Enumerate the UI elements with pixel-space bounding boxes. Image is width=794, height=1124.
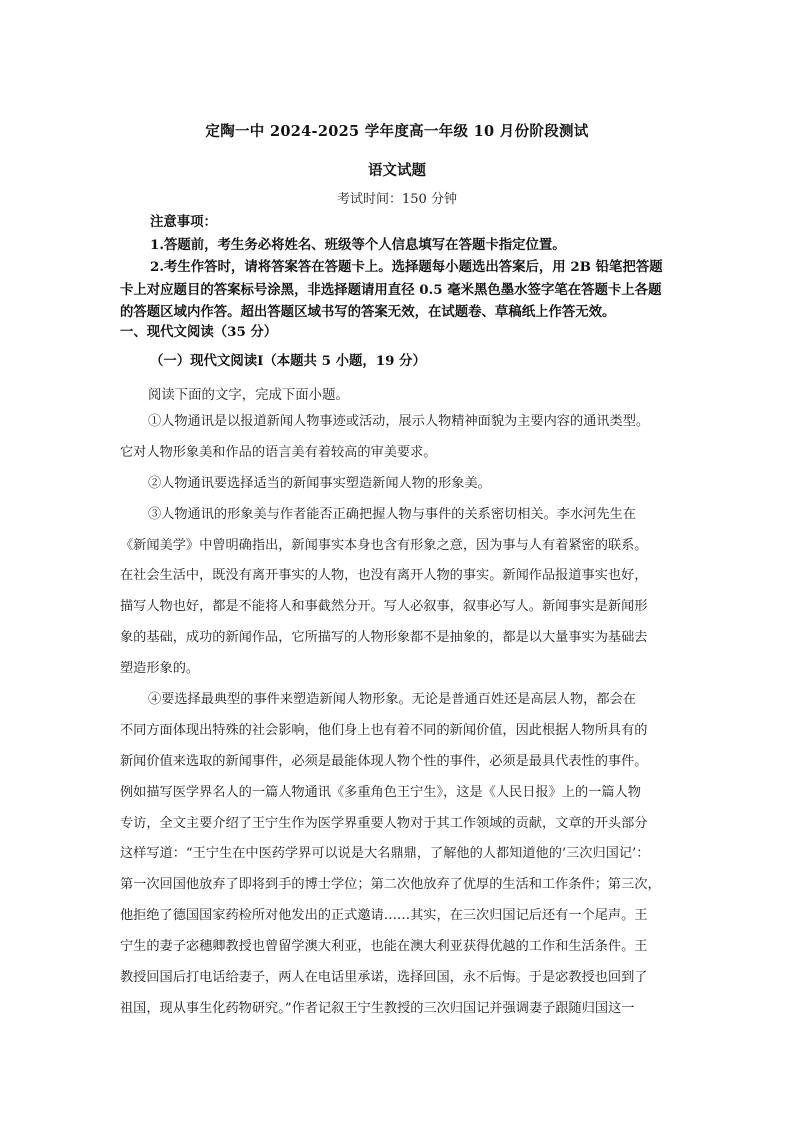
passage-line: 《新闻美学》中曾明确指出，新闻事实本身也含有形象之意，因为事与人有着紧密的联系。 [120,537,648,553]
passage-line: ④要选择最典型的事件来塑造新闻人物形象。无论是普通百姓还是高层人物，都会在 [148,692,636,708]
notice-line: 2.考生作答时，请将答案答在答题卡上。选择题每小题选出答案后，用 2B 铅笔把答题 [150,259,663,275]
notice-block [120,211,670,324]
passage-line: 这样写道：“王宁生在中医药学界可以说是大名鼎鼎，了解他的人都知道他的‘三次归国记’： [120,846,650,862]
notice-line: 1.答题前，考生务必将姓名、班级等个人信息填写在答题卡指定位置。 [150,236,566,253]
exam-title: 定陶一中 2024-2025 学年度高一年级 10 月份阶段测试 [205,123,589,140]
passage-line: 塑造形象的。 [120,661,200,677]
passage-line: 教授回国后打电话给妻子，两人在电话里承诺，选择回国，永不后悔。于是宓教授也回到了 [120,970,648,986]
reading-instruction: 阅读下面的文字，完成下面小题。 [148,388,349,403]
passage-line: ③人物通讯的形象美与作者能否正确把握人物与事件的关系密切相关。李水河先生在 [148,506,636,522]
passage-line: 他拒绝了德国国家药检所对他发出的正式邀请……其实，在三次归国记后还有一个尾声。王 [120,908,648,924]
notice-line: 卡上对应题目的答案标号涂黑，非选择题请用直径 0.5 毫米黑色墨水签字笔在答题卡上各题 [120,281,662,298]
passage-line: 祖国，现从事生化药物研究。”作者记叙王宁生教授的三次归国记并强调妻子跟随归国这一 [120,1000,635,1016]
passage-line: ②人物通讯要选择适当的新闻事实塑造新闻人物的形象美。 [148,475,491,491]
passage-line: 不同方面体现出特殊的社会影响，他们身上也有着不同的新闻价值，因此根据人物所具有的 [120,722,648,738]
section-heading: 一、现代文阅读（35 分） [120,324,278,340]
passage-line: 新闻价值来选取的新闻事件，必须是最能体现人物个性的事件，必须是最具代表性的事件。 [120,753,648,769]
passage-line: 在社会生活中，既没有离开事实的人物，也没有离开人物的事实。新闻作品报道事实也好， [120,568,648,584]
exam-subject: 语文试题 [368,162,426,179]
passage-line: 它对人物形象美和作品的语言美有着较高的审美要求。 [120,444,437,460]
passage-line: 描写人物也好，都是不能将人和事截然分开。写人必叙事，叙事必写人。新闻事实是新闻形 [120,599,648,615]
sub-section-heading: （一）现代文阅读Ⅰ（本题共 5 小题，19 分） [150,353,426,369]
passage-line: 象的基础，成功的新闻作品，它所描写的人物形象都不是抽象的，都是以大量事实为基础去 [120,630,648,646]
reading-passage [120,407,680,1025]
notice-heading: 注意事项： [150,214,217,230]
notice-line: 的答题区域内作答。超出答题区域书写的答案无效，在试题卷、草稿纸上作答无效。 [120,304,616,320]
passage-line: ①人物通讯是以报道新闻人物事迹或活动，展示人物精神面貌为主要内容的通讯类型。 [148,414,650,429]
passage-line: 宁生的妻子宓穗卿教授也曾留学澳大利亚，也能在澳大利亚获得优越的工作和生活条件。王 [120,939,648,955]
passage-line: 第一次回国他放弃了即将到手的博士学位；第二次他放弃了优厚的生活和工作条件；第三次， [120,877,661,893]
passage-line: 例如描写医学界名人的一篇人物通讯《多重角色王宁生》，这是《人民日报》上的一篇人物 [120,784,641,800]
passage-line: 专访，全文主要介绍了王宁生作为医学界重要人物对于其工作领域的贡献，文章的开头部分 [120,815,648,831]
exam-time: 考试时间：150 分钟 [337,192,457,207]
